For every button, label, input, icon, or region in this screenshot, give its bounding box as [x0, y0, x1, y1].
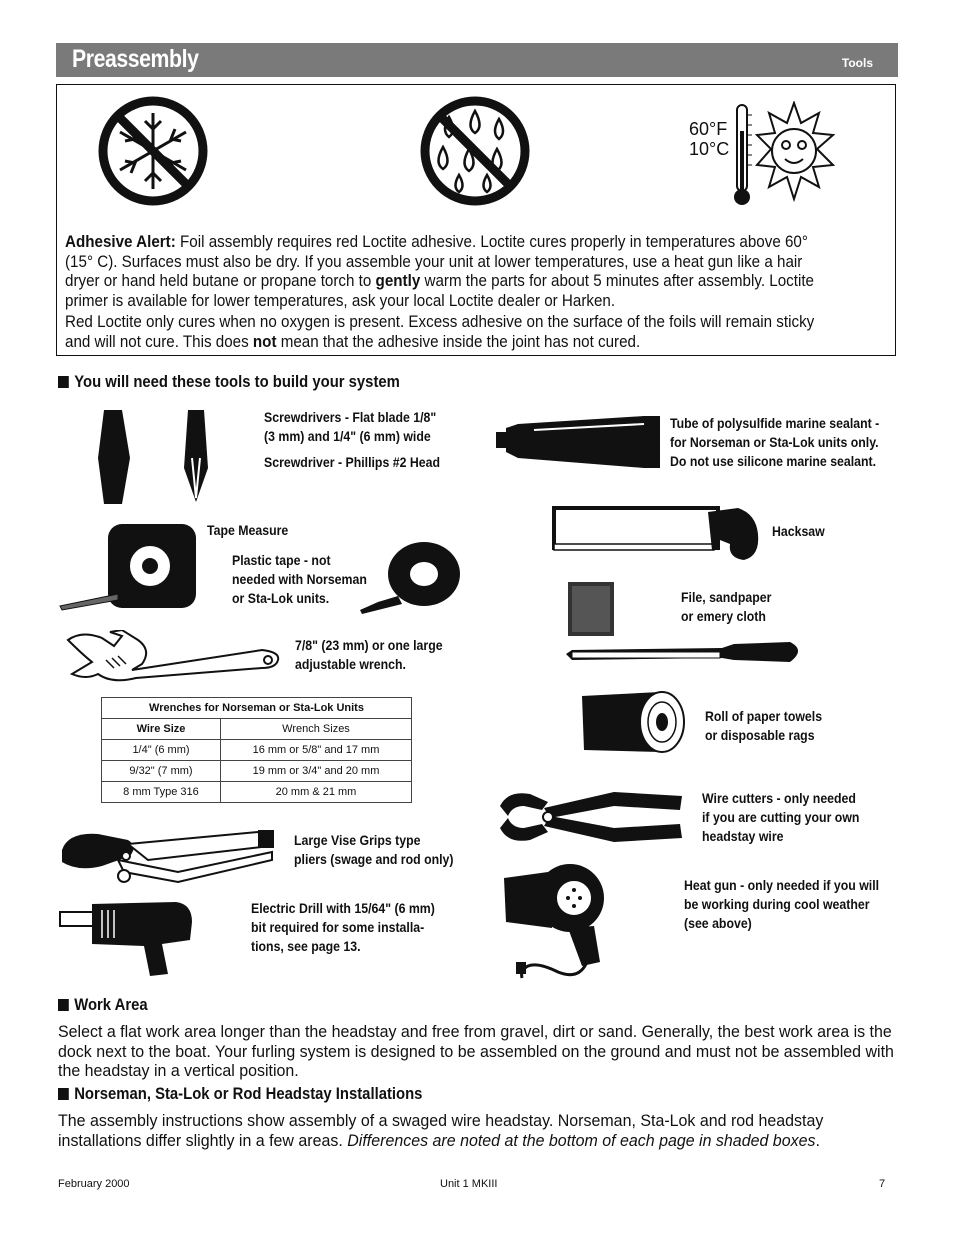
alert-paragraph-1 [65, 233, 827, 311]
column-header-wire-size: Wire Size [102, 719, 221, 740]
plastic-tape-line-2: needed with Norseman [232, 571, 367, 587]
work-area-heading [58, 996, 148, 1015]
table-row [102, 782, 412, 803]
file-line-1: File, sandpaper [681, 589, 772, 605]
wrench-size-table [101, 697, 412, 803]
electric-drill-illustration [58, 900, 194, 978]
temp-fahrenheit: 60°F [689, 119, 728, 139]
bullet-square-icon [58, 376, 69, 388]
table-header-row [102, 719, 412, 740]
heatgun-line-2: be working during cool weather [684, 896, 870, 912]
wrench-label [295, 636, 443, 674]
screwdrivers-illustration [96, 408, 226, 506]
column-header-wrench-sizes: Wrench Sizes [220, 719, 411, 740]
cutters-line-2: if you are cutting your own [702, 809, 860, 825]
table-row [102, 761, 412, 782]
table-cell: 8 mm Type 316 [102, 782, 221, 803]
plastic-tape-roll-illustration [358, 540, 464, 614]
footer-date: February 2000 [58, 1178, 130, 1190]
page-title: Preassembly [72, 45, 199, 73]
file-label [681, 588, 771, 626]
alert-emphasis-gently: gently [375, 272, 421, 290]
table-cell: 20 mm & 21 mm [220, 782, 411, 803]
screwdriver-flat-line-1: Screwdrivers - Flat blade 1/8" [264, 409, 437, 425]
table-caption: Wrenches for Norseman or Sta-Lok Units [102, 698, 412, 719]
heatgun-line-1: Heat gun - only needed if you will [684, 877, 880, 893]
sealant-line-3: Do not use silicone marine sealant. [670, 453, 877, 469]
hacksaw-illustration [548, 500, 768, 564]
sealant-label [670, 414, 879, 471]
drill-line-1: Electric Drill with 15/64" (6 mm) [251, 900, 435, 916]
drill-label [251, 899, 435, 956]
heat-gun-illustration [498, 862, 610, 984]
towels-line-2: or disposable rags [705, 727, 815, 743]
bullet-square-icon [58, 1088, 69, 1100]
work-area-heading-text: Work Area [74, 996, 148, 1014]
cutters-line-1: Wire cutters - only needed [702, 790, 856, 806]
tools-heading [58, 373, 400, 392]
installations-text-main: The assembly instructions show assembly of a swaged wire headstay. Norseman, Sta-Lok and rod headstay installations differ slightly in a few areas. [58, 1111, 824, 1150]
bullet-square-icon [58, 999, 69, 1011]
alert-lead: Adhesive Alert: [65, 233, 176, 251]
towels-line-1: Roll of paper towels [705, 708, 823, 724]
table-cell: 1/4" (6 mm) [102, 740, 221, 761]
alert-paragraph-2 [65, 313, 827, 352]
installations-text [58, 1111, 904, 1150]
paper-towels-label [705, 707, 822, 745]
hacksaw-label: Hacksaw [772, 523, 825, 539]
section-header [56, 43, 898, 77]
installations-heading [58, 1085, 422, 1104]
tape-measure-illustration [58, 520, 198, 612]
footer-unit: Unit 1 MKIII [440, 1178, 498, 1190]
sealant-line-1: Tube of polysulfide marine sealant - [670, 415, 880, 431]
sealant-line-2: for Norseman or Sta-Lok units only. [670, 434, 879, 450]
vise-grips-label [294, 831, 454, 869]
drill-line-3: tions, see page 13. [251, 938, 361, 954]
wire-cutters-label [702, 789, 859, 846]
screwdriver-phillips-label: Screwdriver - Phillips #2 Head [264, 454, 440, 470]
plastic-tape-label [232, 551, 367, 608]
vise-line-1: Large Vise Grips type [294, 832, 421, 848]
adjustable-wrench-illustration [62, 630, 284, 686]
paper-towels-illustration [580, 690, 690, 756]
screwdriver-flat-label [264, 408, 436, 446]
tape-measure-label: Tape Measure [207, 522, 289, 538]
no-water-icon [419, 95, 531, 207]
installations-heading-text: Norseman, Sta-Lok or Rod Headstay Installations [74, 1085, 423, 1103]
thermometer-sun-icon [729, 101, 839, 209]
alert-emphasis-not: not [252, 332, 277, 351]
wrench-line-1: 7/8" (23 mm) or one large [295, 637, 443, 653]
sealant-tube-illustration [494, 410, 664, 474]
temperature-readout [689, 119, 729, 159]
tools-heading-text: You will need these tools to build your system [74, 373, 400, 391]
table-cell: 19 mm or 3/4" and 20 mm [220, 761, 411, 782]
no-frost-icon [97, 95, 209, 207]
file-line-2: or emery cloth [681, 608, 766, 624]
table-row [102, 740, 412, 761]
work-area-text: Select a flat work area longer than the headstay and free from gravel, dirt or sand. Generally, the best work area is the dock next to the boat. Your furling system is designed to be assembled on the ground and must not be assembled with the headstay in a vertical position. [58, 1022, 894, 1080]
alert-text-d: mean that the adhesive inside the joint has not cured. [276, 332, 641, 351]
drill-line-2: bit required for some installa- [251, 919, 425, 935]
wire-cutters-illustration [494, 788, 690, 846]
plastic-tape-line-3: or Sta-Lok units. [232, 590, 330, 606]
alert-text-a: Foil assembly requires red Loctite adhesive. Loctite cures properly in temperatures above 60° (15° C). Surfaces must also be dry. If you assemble your unit at lower temperatures, use a heat gun like a hair dryer or hand held butane or propane torch to [65, 233, 808, 290]
cutters-line-3: headstay wire [702, 828, 784, 844]
screwdriver-flat-line-2: (3 mm) and 1/4" (6 mm) wide [264, 428, 431, 444]
adhesive-alert-box [56, 84, 896, 356]
plastic-tape-line-1: Plastic tape - not [232, 552, 331, 568]
installations-text-end: . [815, 1130, 820, 1150]
section-tag: Tools [841, 56, 873, 70]
table-cell: 9/32" (7 mm) [102, 761, 221, 782]
installations-text-italic: Differences are noted at the bottom of each page in shaded boxes [347, 1130, 816, 1150]
vise-grips-illustration [58, 826, 278, 888]
wrench-line-2: adjustable wrench. [295, 656, 406, 672]
table-cell: 16 mm or 5/8" and 17 mm [220, 740, 411, 761]
vise-line-2: pliers (swage and rod only) [294, 851, 454, 867]
alert-text-c: Red Loctite only cures when no oxygen is present. Excess adhesive on the surface of the foils will remain sticky and will not cure. This does [65, 313, 815, 351]
alert-text-b: warm the parts for about 5 minutes after assembly. Loctite primer is available for lower temperatures, ask your local Loctite dealer or Harken. [65, 272, 814, 310]
heat-gun-label [684, 876, 879, 933]
heatgun-line-3: (see above) [684, 915, 752, 931]
footer-page-number: 7 [879, 1178, 886, 1190]
temp-celsius: 10°C [689, 139, 730, 159]
